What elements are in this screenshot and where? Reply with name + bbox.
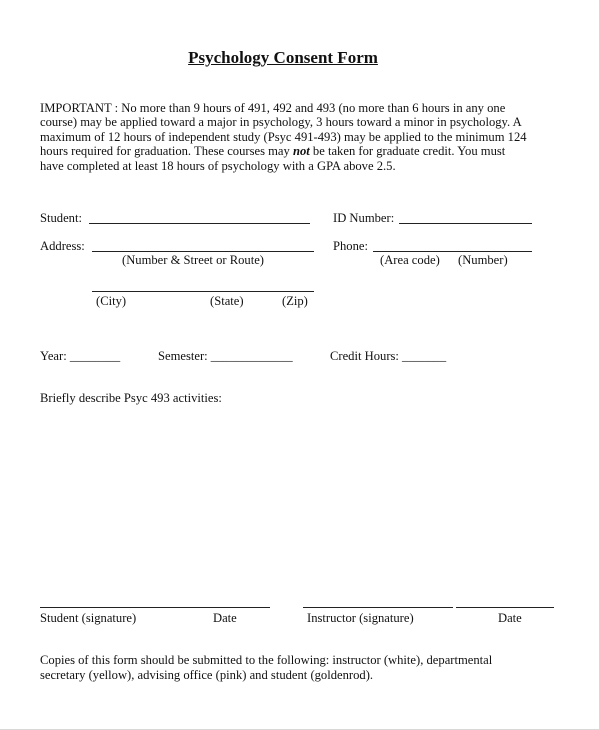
form-title: Psychology Consent Form [188, 48, 378, 67]
semester-field[interactable]: Semester: _____________ [158, 349, 293, 363]
number-street-route-caption: (Number & Street or Route) [122, 253, 264, 267]
notice-line: have completed at least 18 hours of psychology with a GPA above 2.5. [40, 158, 396, 173]
area-code-caption: (Area code) [380, 253, 440, 267]
notice-text: be taken for graduate credit. You must [309, 144, 506, 159]
phone-label: Phone: [333, 239, 368, 253]
id-number-label: ID Number: [333, 211, 395, 225]
zip-caption: (Zip) [282, 294, 308, 308]
phone-field[interactable] [373, 251, 532, 252]
important-notice [40, 101, 560, 173]
id-number-field[interactable] [399, 223, 532, 224]
notice-emphasis: not [292, 144, 310, 159]
footer-line: secretary (yellow), advising office (pink) and student (goldenrod). [40, 667, 374, 682]
notice-line: IMPORTANT : No more than 9 hours of 491, 492 and 493 (no more than 6 hours in any one [40, 101, 506, 115]
address-city-state-zip-field[interactable] [92, 291, 314, 292]
footer-line: Copies of this form should be submitted to the following: instructor (white), departmental [40, 653, 493, 667]
student-signature-line[interactable] [40, 607, 270, 608]
student-signature-caption: Student (signature) [40, 611, 137, 625]
student-name-field[interactable] [89, 223, 310, 224]
notice-text: hours required for graduation. These courses may [40, 144, 293, 159]
address-label: Address: [40, 239, 85, 253]
number-caption: (Number) [458, 253, 508, 267]
year-field[interactable]: Year: ________ [40, 349, 121, 363]
student-label: Student: [40, 211, 82, 225]
state-caption: (State) [210, 294, 244, 308]
instructor-signature-caption: Instructor (signature) [307, 611, 414, 625]
student-date-caption: Date [213, 611, 237, 625]
instructor-date-line[interactable] [456, 607, 554, 608]
describe-activities-label: Briefly describe Psyc 493 activities: [40, 391, 222, 405]
describe-activities-area[interactable] [40, 410, 560, 595]
notice-line: course) may be applied toward a major in psychology, 3 hours toward a minor in psychology. A [40, 115, 522, 130]
address-street-field[interactable] [92, 251, 314, 252]
credit-hours-field[interactable]: Credit Hours: _______ [330, 349, 447, 363]
notice-line: maximum of 12 hours of independent study (Psyc 491-493) may be applied to the minimum 124 [40, 129, 527, 144]
city-caption: (City) [96, 294, 127, 308]
distribution-note [40, 653, 560, 682]
instructor-signature-line[interactable] [303, 607, 453, 608]
notice-line [40, 144, 560, 158]
instructor-date-caption: Date [498, 611, 522, 625]
